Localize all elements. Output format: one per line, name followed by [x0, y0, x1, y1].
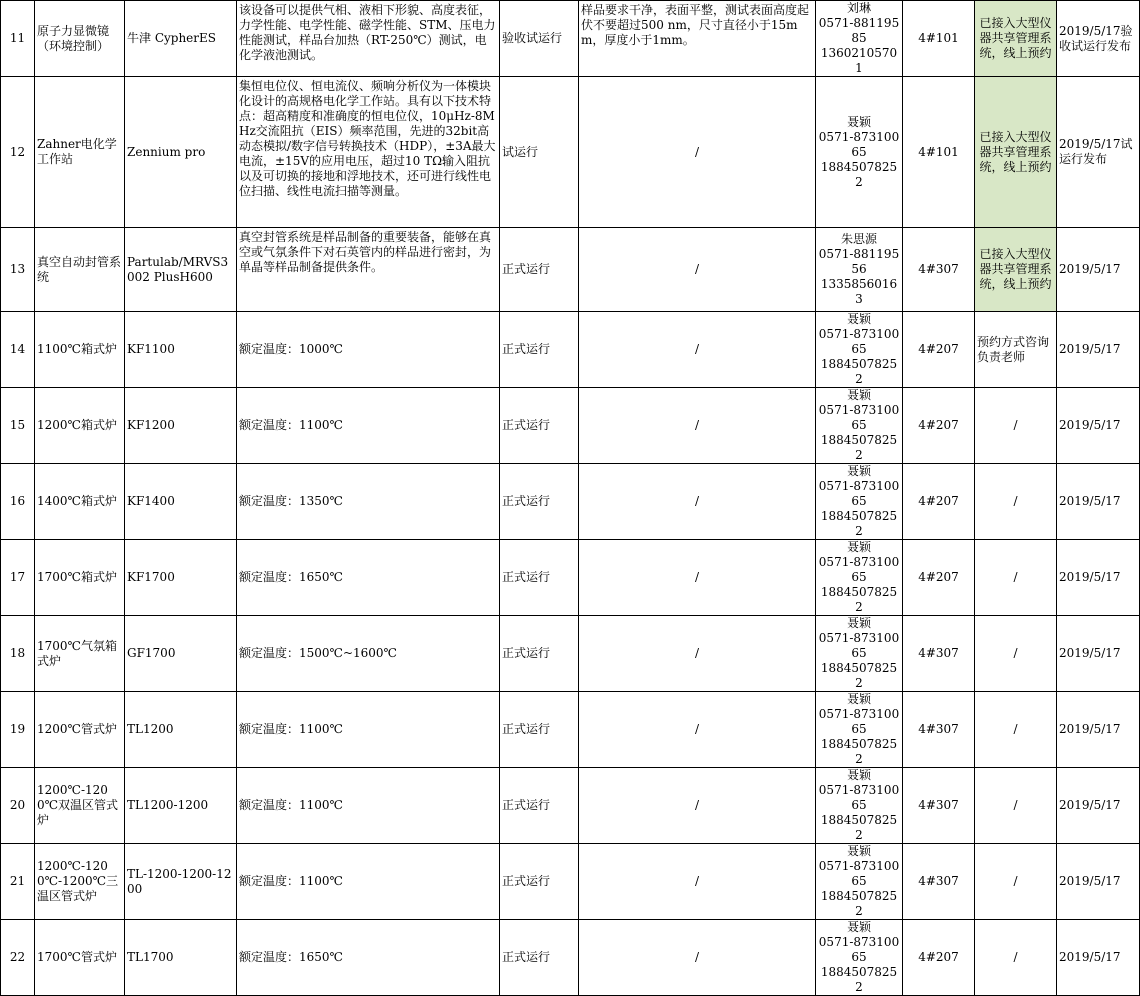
row-number: 14 [1, 312, 35, 388]
sample-requirement: / [579, 77, 816, 228]
run-status: 正式运行 [500, 616, 579, 692]
publish-date: 2019/5/17 [1057, 768, 1140, 844]
location: 4#307 [903, 768, 975, 844]
equipment-name: 真空自动封管系统 [35, 228, 125, 312]
contact-mobile: 18845078252 [820, 509, 898, 538]
contact-name: 聂颖 [846, 540, 871, 554]
contact-phone: 0571-87310065 [818, 479, 900, 508]
contact [816, 312, 903, 388]
row-number: 11 [1, 1, 35, 77]
contact-mobile: 18845078252 [820, 965, 898, 994]
contact-name: 聂颖 [846, 844, 871, 858]
booking-method: 已接入大型仪器共享管理系统，线上预约 [975, 1, 1057, 77]
equipment-model: KF1200 [125, 388, 237, 464]
contact-phone: 0571-87310065 [818, 935, 900, 964]
contact-mobile: 13602105701 [820, 46, 898, 75]
sample-requirement: / [579, 228, 816, 312]
equipment-name: 1100℃箱式炉 [35, 312, 125, 388]
run-status: 正式运行 [500, 312, 579, 388]
table-row [1, 77, 1140, 228]
contact-name: 聂颖 [846, 920, 871, 934]
table-row [1, 692, 1140, 768]
booking-method: / [975, 616, 1057, 692]
row-number: 16 [1, 464, 35, 540]
booking-method: / [975, 844, 1057, 920]
contact-mobile: 18845078252 [820, 737, 898, 766]
equipment-name: 1200℃-1200℃双温区管式炉 [35, 768, 125, 844]
row-number: 21 [1, 844, 35, 920]
contact-mobile: 13358560163 [820, 277, 898, 306]
sample-requirement: / [579, 768, 816, 844]
contact-mobile: 18845078252 [820, 433, 898, 462]
equipment-name: 1700℃管式炉 [35, 920, 125, 996]
contact-mobile: 18845078252 [820, 585, 898, 614]
location: 4#207 [903, 920, 975, 996]
contact-name: 聂颖 [846, 114, 871, 129]
run-status: 正式运行 [500, 540, 579, 616]
equipment-description: 该设备可以提供气相、液相下形貌、高度表征，力学性能、电学性能、磁学性能、STM、压电力性能测试，样品台加热（RT-250℃）测试，电化学液池测试。 [237, 1, 500, 77]
equipment-model: TL-1200-1200-1200 [125, 844, 237, 920]
run-status: 正式运行 [500, 920, 579, 996]
contact-mobile: 18845078252 [820, 661, 898, 690]
table-row [1, 1, 1140, 77]
location: 4#307 [903, 692, 975, 768]
run-status: 正式运行 [500, 228, 579, 312]
table-row [1, 768, 1140, 844]
equipment-description: 额定温度：1100℃ [237, 844, 500, 920]
run-status: 正式运行 [500, 692, 579, 768]
publish-date: 2019/5/17 [1057, 616, 1140, 692]
publish-date: 2019/5/17 [1057, 920, 1140, 996]
contact [816, 616, 903, 692]
contact [816, 228, 903, 312]
equipment-description: 真空封管系统是样品制备的重要装备，能够在真空或气氛条件下对石英管内的样品进行密封，为单晶等样品制备提供条件。 [237, 228, 500, 312]
contact-name: 聂颖 [846, 692, 871, 706]
equipment-model: TL1700 [125, 920, 237, 996]
table-row [1, 312, 1140, 388]
row-number: 17 [1, 540, 35, 616]
publish-date: 2019/5/17试运行发布 [1057, 77, 1140, 228]
contact-phone: 0571-87310065 [818, 859, 900, 888]
run-status: 正式运行 [500, 844, 579, 920]
table-row [1, 388, 1140, 464]
table-row [1, 464, 1140, 540]
location: 4#101 [903, 1, 975, 77]
equipment-name: 1200℃箱式炉 [35, 388, 125, 464]
row-number: 13 [1, 228, 35, 312]
run-status: 验收试运行 [500, 1, 579, 77]
booking-method: / [975, 540, 1057, 616]
equipment-name: 1200℃-1200℃-1200℃三温区管式炉 [35, 844, 125, 920]
sample-requirement: / [579, 388, 816, 464]
sample-requirement: / [579, 464, 816, 540]
equipment-name: 1200℃管式炉 [35, 692, 125, 768]
contact-phone: 0571-87310065 [818, 403, 900, 432]
location: 4#207 [903, 464, 975, 540]
contact [816, 920, 903, 996]
contact-name: 聂颖 [846, 312, 871, 326]
equipment-description: 集恒电位仪、恒电流仪、频响分析仪为一体模块化设计的高规格电化学工作站。具有以下技术特点：超高精度和准确度的恒电位仪，10μHz-8MHz交流阻抗（EIS）频率范围，先进的32bit高动态模拟/数字信号转换技术（HDP），±3A最大电流，±15V的应用电压，超过10 TΩ输入阻抗以及可切换的接地和浮地技术，还可进行线性电位扫描、线性电流扫描等测量。 [237, 77, 500, 228]
row-number: 15 [1, 388, 35, 464]
equipment-description: 额定温度：1000℃ [237, 312, 500, 388]
equipment-description: 额定温度：1500℃~1600℃ [237, 616, 500, 692]
equipment-model: TL1200-1200 [125, 768, 237, 844]
contact-mobile: 18845078252 [820, 889, 898, 918]
contact [816, 692, 903, 768]
equipment-model: KF1400 [125, 464, 237, 540]
run-status: 正式运行 [500, 768, 579, 844]
booking-method: / [975, 464, 1057, 540]
contact [816, 540, 903, 616]
sample-requirement: / [579, 312, 816, 388]
equipment-description: 额定温度：1650℃ [237, 920, 500, 996]
run-status: 正式运行 [500, 388, 579, 464]
row-number: 22 [1, 920, 35, 996]
row-number: 19 [1, 692, 35, 768]
run-status: 试运行 [500, 77, 579, 228]
sample-requirement: 样品要求干净，表面平整，测试表面高度起伏不要超过500 nm，尺寸直径小于15mm，厚度小于1mm。 [579, 1, 816, 77]
equipment-description: 额定温度：1650℃ [237, 540, 500, 616]
equipment-model: 牛津 CypherES [125, 1, 237, 77]
contact [816, 1, 903, 77]
table-row [1, 920, 1140, 996]
publish-date: 2019/5/17验收试运行发布 [1057, 1, 1140, 77]
sample-requirement: / [579, 844, 816, 920]
contact-phone: 0571-87310065 [818, 555, 900, 584]
contact-phone: 0571-87310065 [818, 783, 900, 812]
sample-requirement: / [579, 920, 816, 996]
equipment-model: TL1200 [125, 692, 237, 768]
contact-phone: 0571-87310065 [818, 707, 900, 736]
sample-requirement: / [579, 616, 816, 692]
contact-name: 朱思源 [840, 232, 877, 246]
equipment-model: KF1100 [125, 312, 237, 388]
location: 4#207 [903, 388, 975, 464]
equipment-model: Zennium pro [125, 77, 237, 228]
equipment-description: 额定温度：1100℃ [237, 692, 500, 768]
contact [816, 464, 903, 540]
table-row [1, 540, 1140, 616]
contact-name: 聂颖 [846, 464, 871, 478]
booking-method: / [975, 388, 1057, 464]
equipment-name: 1700℃箱式炉 [35, 540, 125, 616]
contact-mobile: 18845078252 [820, 357, 898, 386]
publish-date: 2019/5/17 [1057, 388, 1140, 464]
location: 4#307 [903, 616, 975, 692]
table-row [1, 228, 1140, 312]
equipment-name: Zahner电化学工作站 [35, 77, 125, 228]
publish-date: 2019/5/17 [1057, 228, 1140, 312]
location: 4#101 [903, 77, 975, 228]
equipment-name: 原子力显微镜（环境控制） [35, 1, 125, 77]
contact-phone: 0571-87310065 [818, 129, 900, 159]
sample-requirement: / [579, 540, 816, 616]
table-row [1, 844, 1140, 920]
contact [816, 388, 903, 464]
equipment-model: KF1700 [125, 540, 237, 616]
publish-date: 2019/5/17 [1057, 464, 1140, 540]
row-number: 18 [1, 616, 35, 692]
booking-method: 已接入大型仪器共享管理系统，线上预约 [975, 77, 1057, 228]
equipment-description: 额定温度：1100℃ [237, 388, 500, 464]
equipment-model: GF1700 [125, 616, 237, 692]
row-number: 12 [1, 77, 35, 228]
contact [816, 77, 903, 228]
contact-name: 聂颖 [846, 388, 871, 402]
publish-date: 2019/5/17 [1057, 692, 1140, 768]
equipment-model: Partulab/MRVS3002 PlusH600 [125, 228, 237, 312]
booking-method: / [975, 692, 1057, 768]
equipment-name: 1700℃气氛箱式炉 [35, 616, 125, 692]
equipment-description: 额定温度：1100℃ [237, 768, 500, 844]
booking-method: / [975, 768, 1057, 844]
contact-phone: 0571-88119556 [818, 247, 900, 276]
contact-phone: 0571-87310065 [818, 631, 900, 660]
equipment-description: 额定温度：1350℃ [237, 464, 500, 540]
sample-requirement: / [579, 692, 816, 768]
booking-method: 预约方式咨询负责老师 [975, 312, 1057, 388]
contact-name: 刘琳 [846, 1, 871, 15]
contact [816, 844, 903, 920]
table-row [1, 616, 1140, 692]
row-number: 20 [1, 768, 35, 844]
contact-phone: 0571-87310065 [818, 327, 900, 356]
publish-date: 2019/5/17 [1057, 312, 1140, 388]
booking-method: / [975, 920, 1057, 996]
run-status: 正式运行 [500, 464, 579, 540]
publish-date: 2019/5/17 [1057, 540, 1140, 616]
publish-date: 2019/5/17 [1057, 844, 1140, 920]
location: 4#207 [903, 540, 975, 616]
booking-method: 已接入大型仪器共享管理系统，线上预约 [975, 228, 1057, 312]
location: 4#307 [903, 844, 975, 920]
contact-name: 聂颖 [846, 768, 871, 782]
contact-name: 聂颖 [846, 616, 871, 630]
contact-mobile: 18845078252 [820, 159, 898, 189]
contact [816, 768, 903, 844]
contact-mobile: 18845078252 [820, 813, 898, 842]
location: 4#307 [903, 228, 975, 312]
location: 4#207 [903, 312, 975, 388]
equipment-name: 1400℃箱式炉 [35, 464, 125, 540]
contact-phone: 0571-88119585 [818, 16, 900, 45]
